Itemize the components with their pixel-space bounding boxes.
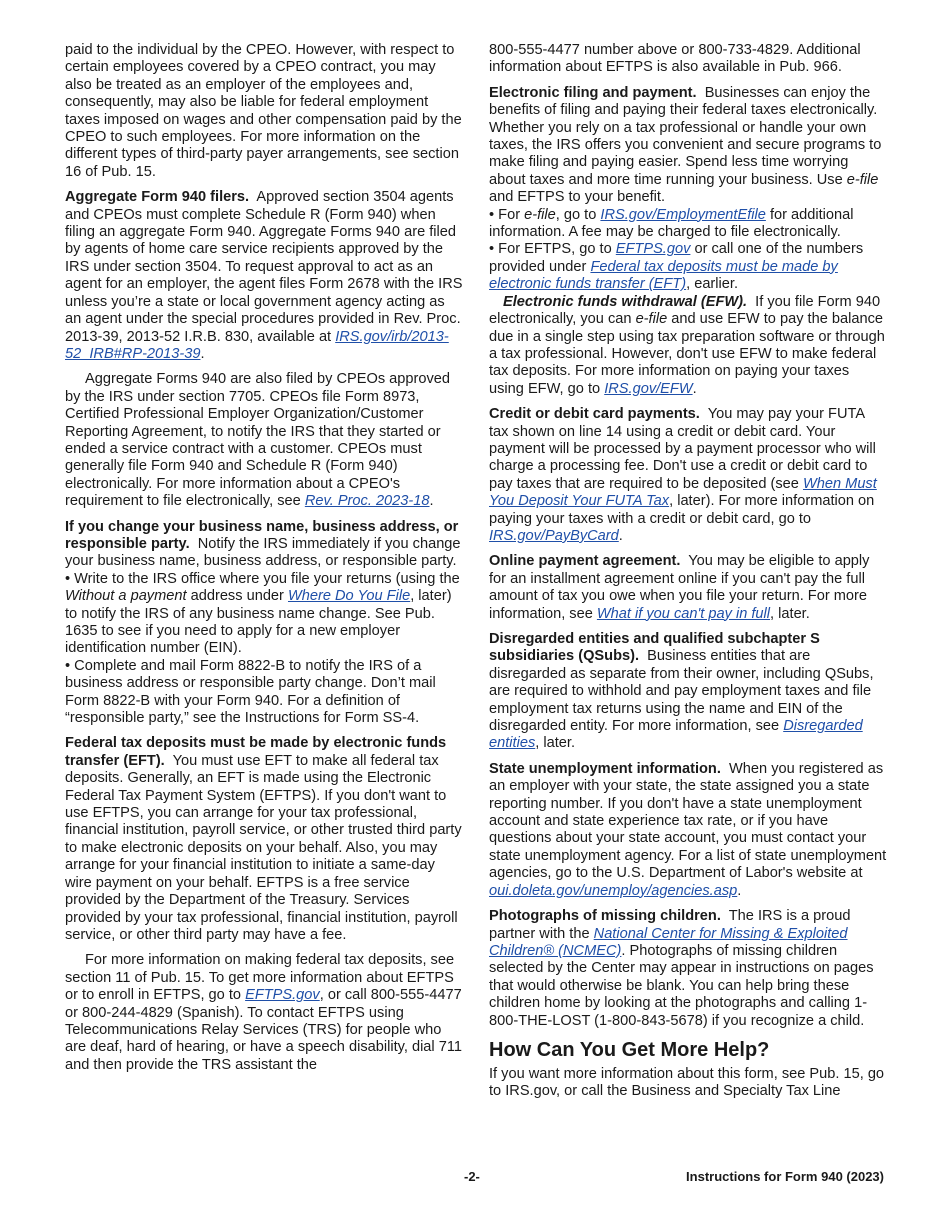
photo-heading: Photographs of missing children. <box>489 908 721 925</box>
efw-italic: e-file <box>635 311 668 328</box>
intro-text: paid to the individual by the CPEO. However, with respect to certain employees covered by a CPEO contract, you may also be treated as an employer of the employees and, consequently, may also be liable for federal employment taxes imposed on wages and other compensation paid by the CPEO to such employees. For more information on the different types of third-party payer arrangements, see section 16 of Pub. 15. <box>65 42 462 180</box>
deposit-futa-link[interactable]: When Must You Deposit Your FUTA Tax <box>489 475 877 510</box>
efile-bullet-1: • For e-file, go to IRS.gov/EmploymentEfile for additional information. A fee may be charged to file electronically. <box>489 206 854 241</box>
efile-italic: e-file <box>846 171 879 188</box>
aggregate-cpeo-paragraph: Aggregate Forms 940 are also filed by CPEOs approved by the IRS under section 7705. CPEOs file Form 8973, Certified Professional Employer Organization/Customer Reporting Agreement, to notify the IRS that they started or ended a service contract with a customer. CPEOs must generally file Form 940 and Schedule R (Form 940) electronically. For more information about a CPEO's requirement to file electronically, see Rev. Proc. 2023-18. <box>65 371 451 510</box>
photo-text: . Photographs of missing children selected by the Center may appear in instructions on pages that would otherwise be blank. You can help bring these children home by looking at the photographs and calling 1-800-THE-LOST (1-800-843-5678) if you recognize a child. <box>489 942 874 1029</box>
aggregate-heading: Aggregate Form 940 filers. <box>65 189 250 206</box>
card-text: You may pay your FUTA tax shown on line 14 using a credit or debit card. Your payment will be processed by a payment processor who will charge a processing fee. Don't use a credit or debit card to pay taxes that are required to be deposited (see <box>489 406 876 492</box>
help-text: If you want more information about this form, see Pub. 15, go to IRS.gov, or call the Business and Specialty Tax Line <box>489 1065 885 1100</box>
card-text: , later). For more information on paying your taxes with a credit or debit card, go to <box>489 493 875 527</box>
bullet-text: Write to the IRS office where you file your returns (using the <box>74 570 460 587</box>
online-text: You may be eligible to apply for an installment agreement online if you can't pay the full amount of tax you owe when you file your return. For more information, see <box>489 553 870 622</box>
eft-more-paragraph <box>65 952 463 1074</box>
rev-proc-link[interactable]: Rev. Proc. 2023-18 <box>304 493 430 510</box>
state-paragraph: State unemployment information. When you registered as an employer with your state, the state assigned you a state reporting number. If you don't have a state unemployment account and state experience tax rate, or if you have questions about your state account, you must contact your state unemployment agency. For a list of state unemployment agencies, go to the U.S. Department of Labor's website at oui.doleta.gov/unemploy/agencies.asp. <box>489 760 887 899</box>
eft-paragraph <box>65 735 463 944</box>
efile-text: and EFTPS to your benefit. <box>489 189 666 206</box>
where-do-you-file-link[interactable]: Where Do You File <box>287 588 411 605</box>
efile-paragraph <box>489 85 887 207</box>
eft-more-text: For more information on making federal tax deposits, see section 11 of Pub. 15. To get more information about EFTPS or to enroll in EFTPS, go to <box>65 952 455 1004</box>
efw-link[interactable]: IRS.gov/EFW <box>604 380 693 397</box>
aggregate-text: Approved section 3504 agents and CPEOs must complete Schedule R (Form 940) when filing an aggregate Form 940. Aggregate Forms 940 are filed by agents of home care service recipients approved by the IRS under section 3504. To request approval to act as an agent for an employer, the agent files Form 2678 with the IRS unless you’re a state or local government agency acting as an agent under the special procedures provided in Rev. Proc. 2013-39, 2013-52 I.R.B. 830, available at <box>65 189 463 345</box>
eftps-gov-link[interactable]: EFTPS.gov <box>615 241 691 258</box>
footer-title: Instructions for Form 940 (2023) <box>686 1169 884 1184</box>
card-paragraph: Credit or debit card payments. You may pay your FUTA tax shown on line 14 using a credit or debit card. Your payment will be processed by a payment processor who will charge a processing fee. Don't use a credit or debit card to pay taxes that are required to be deposited (see When Must You Deposit Your FUTA Tax, later). For more information on paying your taxes with a credit or debit card, go to IRS.gov/PayByCard. <box>489 406 877 544</box>
efw-paragraph: Electronic funds withdrawal (EFW). If you file Form 940 electronically, you can e-file and use EFW to pay the balance due in a single step using tax preparation software or through a tax professional. However, don't use EFW to make federal tax deposits. For more information on paying your taxes using EFW, go to IRS.gov/EFW. <box>489 293 885 397</box>
change-paragraph <box>65 519 463 571</box>
photo-text: The IRS is a proud partner with the <box>489 908 851 942</box>
state-text: When you registered as an employer with your state, the state assigned you a state reporting number. If you don't have a state unemployment account and state experience tax rate, or if you have questions about your state account, you must contact your state unemployment agency. For a list of state unemployment agencies, go to the U.S. Department of Labor's website at <box>489 760 887 882</box>
efw-text: and use EFW to pay the balance due in a single step using tax preparation software or through a tax professional. However, don't use EFW to make federal tax deposits. For more information on paying your taxes using EFW, go to <box>489 311 885 397</box>
disregarded-text: , later. <box>535 735 575 752</box>
eft-heading: Federal tax deposits must be made by electronic funds transfer (EFT). <box>65 735 447 769</box>
bullet-text: Complete and mail Form 8822-B to notify the IRS of a business address or responsible party change. Don’t mail Form 8822-B with your Form 940. For a definition of “responsible party,” see the Instructions for Form SS-4. <box>65 657 436 727</box>
bullet-text: , earlier. <box>686 276 739 293</box>
eftps-continued-paragraph <box>489 42 887 77</box>
pay-by-card-link[interactable]: IRS.gov/PayByCard <box>489 527 619 544</box>
disregarded-text: Business entities that are disregarded as separate from their owner, including QSubs, are required to withhold and pay employment taxes and file employment tax returns using the name and EIN of the disregarded entity. For more information, see <box>489 648 874 735</box>
page-number: -2- <box>464 1169 480 1184</box>
change-heading: If you change your business name, business address, or responsible party. <box>65 518 459 552</box>
bullet-text: For EFTPS, go to <box>498 241 612 258</box>
disregarded-paragraph <box>489 631 887 753</box>
continued-text: 800-555-4477 number above or 800-733-4829. Additional information about EFTPS is also available in Pub. 966. <box>489 42 861 76</box>
eft-section-link[interactable]: Federal tax deposits must be made by electronic funds transfer (EFT) <box>489 258 838 293</box>
bullet-text: , later) to notify the IRS of any business name change. See Pub. 1635 to see if you need to apply for a new employer identification number (EIN). <box>65 588 452 657</box>
bullet-text: For <box>498 206 521 223</box>
change-text: Notify the IRS immediately if you change your business name, business address, or responsible party. <box>65 535 461 570</box>
disregarded-heading: Disregarded entities and qualified subchapter S subsidiaries (QSubs). <box>489 631 820 665</box>
employment-efile-link[interactable]: IRS.gov/EmploymentEfile <box>600 206 766 223</box>
intro-paragraph <box>65 42 463 181</box>
bullet-text: , go to <box>555 206 597 223</box>
efile-bullet-2: • For EFTPS, go to EFTPS.gov or call one of the numbers provided under Federal tax deposits must be made by electronic funds transfer (EFT), earlier. <box>489 241 864 293</box>
change-bullet-2: • Complete and mail Form 8822-B to notify the IRS of a business address or responsible party change. Don’t mail Form 8822-B with your Form 940. For a definition of “responsible party,” see the Instructions for Form SS-4. <box>65 657 436 727</box>
bullet-text: or call one of the numbers provided under <box>489 241 864 275</box>
eft-text: You must use EFT to make all federal tax deposits. Generally, an EFT is made using the Electronic Federal Tax Payment System (EFTPS). If you don't want to use EFTPS, you can arrange for your tax professional, financial institution, payroll service, or other trusted third party to make electronic deposits on your behalf. Also, you may arrange for your financial institution to initiate a same-day wire payment on your behalf. EFTPS is a free service provided by the Department of the Treasury. Services provided by your tax professional, financial institution, payroll service, or other third party may have a fee. <box>65 752 462 943</box>
bullet-text: for additional information. A fee may be charged to file electronically. <box>489 206 854 241</box>
cant-pay-link[interactable]: What if you can't pay in full <box>596 605 771 622</box>
change-bullet-1: • Write to the IRS office where you file your returns (using the Without a payment address under Where Do You File, later) to notify the IRS of any business name change. See Pub. 1635 to see if you need to apply for a new employer identification number (EIN). <box>65 570 460 657</box>
bullet-italic: Without a payment <box>65 588 187 605</box>
efile-text: Businesses can enjoy the benefits of filing and paying their federal taxes electronically. Whether you rely on a tax professional or handle your own taxes, the IRS offers you convenient and secure programs to make filing and paying easier. Spend less time worrying about taxes and more time running your business. Use <box>489 84 882 188</box>
left-column <box>65 42 463 1082</box>
disregarded-entities-link[interactable]: Disregarded entities <box>489 718 863 752</box>
right-column <box>489 42 887 1109</box>
ncmec-link[interactable]: National Center for Missing & Exploited Children® (NCMEC) <box>489 925 848 959</box>
aggregate-cpeo-text: Aggregate Forms 940 are also filed by CPEOs approved by the IRS under section 7705. CPEOs file Form 8973, Certified Professional Employer Organization/Customer Reporting Agreement, to notify the IRS that they started or ended a service contract with a customer. CPEOs must generally file Form 940 and Schedule R (Form 940) electronically. For more information about a CPEO's requirement to file electronically, see <box>65 371 451 510</box>
efw-text: If you file Form 940 electronically, you can <box>489 293 881 328</box>
online-text: , later. <box>770 605 810 622</box>
help-paragraph <box>489 1066 887 1101</box>
doleta-link[interactable]: oui.doleta.gov/unemploy/agencies.asp <box>489 882 738 899</box>
efile-heading: Electronic filing and payment. <box>489 84 697 101</box>
efw-heading: Electronic funds withdrawal (EFW). <box>503 293 748 310</box>
photo-paragraph <box>489 908 887 1030</box>
state-heading: State unemployment information. <box>489 760 721 777</box>
bullet-italic: e-file <box>524 206 556 223</box>
irb-link[interactable]: IRS.gov/irb/2013-52_IRB#RP-2013-39 <box>65 328 449 362</box>
online-paragraph <box>489 553 887 623</box>
eftps-link[interactable]: EFTPS.gov <box>245 987 320 1004</box>
bullet-text: address under <box>190 588 284 605</box>
help-heading: How Can You Get More Help? <box>489 1038 770 1061</box>
card-heading: Credit or debit card payments. <box>489 406 700 423</box>
online-heading: Online payment agreement. <box>489 553 681 570</box>
eft-more-text: , or call 800-555-4477 or 800-244-4829 (Spanish). To contact EFTPS using Telecommunications Relay Services (TRS) for people who are deaf, hard of hearing, or have a speech disability, dial 711 and then provide the TRS assistant the <box>65 987 462 1073</box>
aggregate-paragraph: Aggregate Form 940 filers. Approved section 3504 agents and CPEOs must complete Schedule R (Form 940) when filing an aggregate Form 940. Aggregate Forms 940 are filed by agents of home care service recipients approved by the IRS under section 3504. To request approval to act as an agent for an employer, the agent files Form 2678 with the IRS unless you’re a state or local government agency acting as an agent under the special procedures provided in Rev. Proc. 2013-39, 2013-52 I.R.B. 830, available at IRS.gov/irb/2013-52_IRB#RP-2013-39. <box>65 189 463 362</box>
